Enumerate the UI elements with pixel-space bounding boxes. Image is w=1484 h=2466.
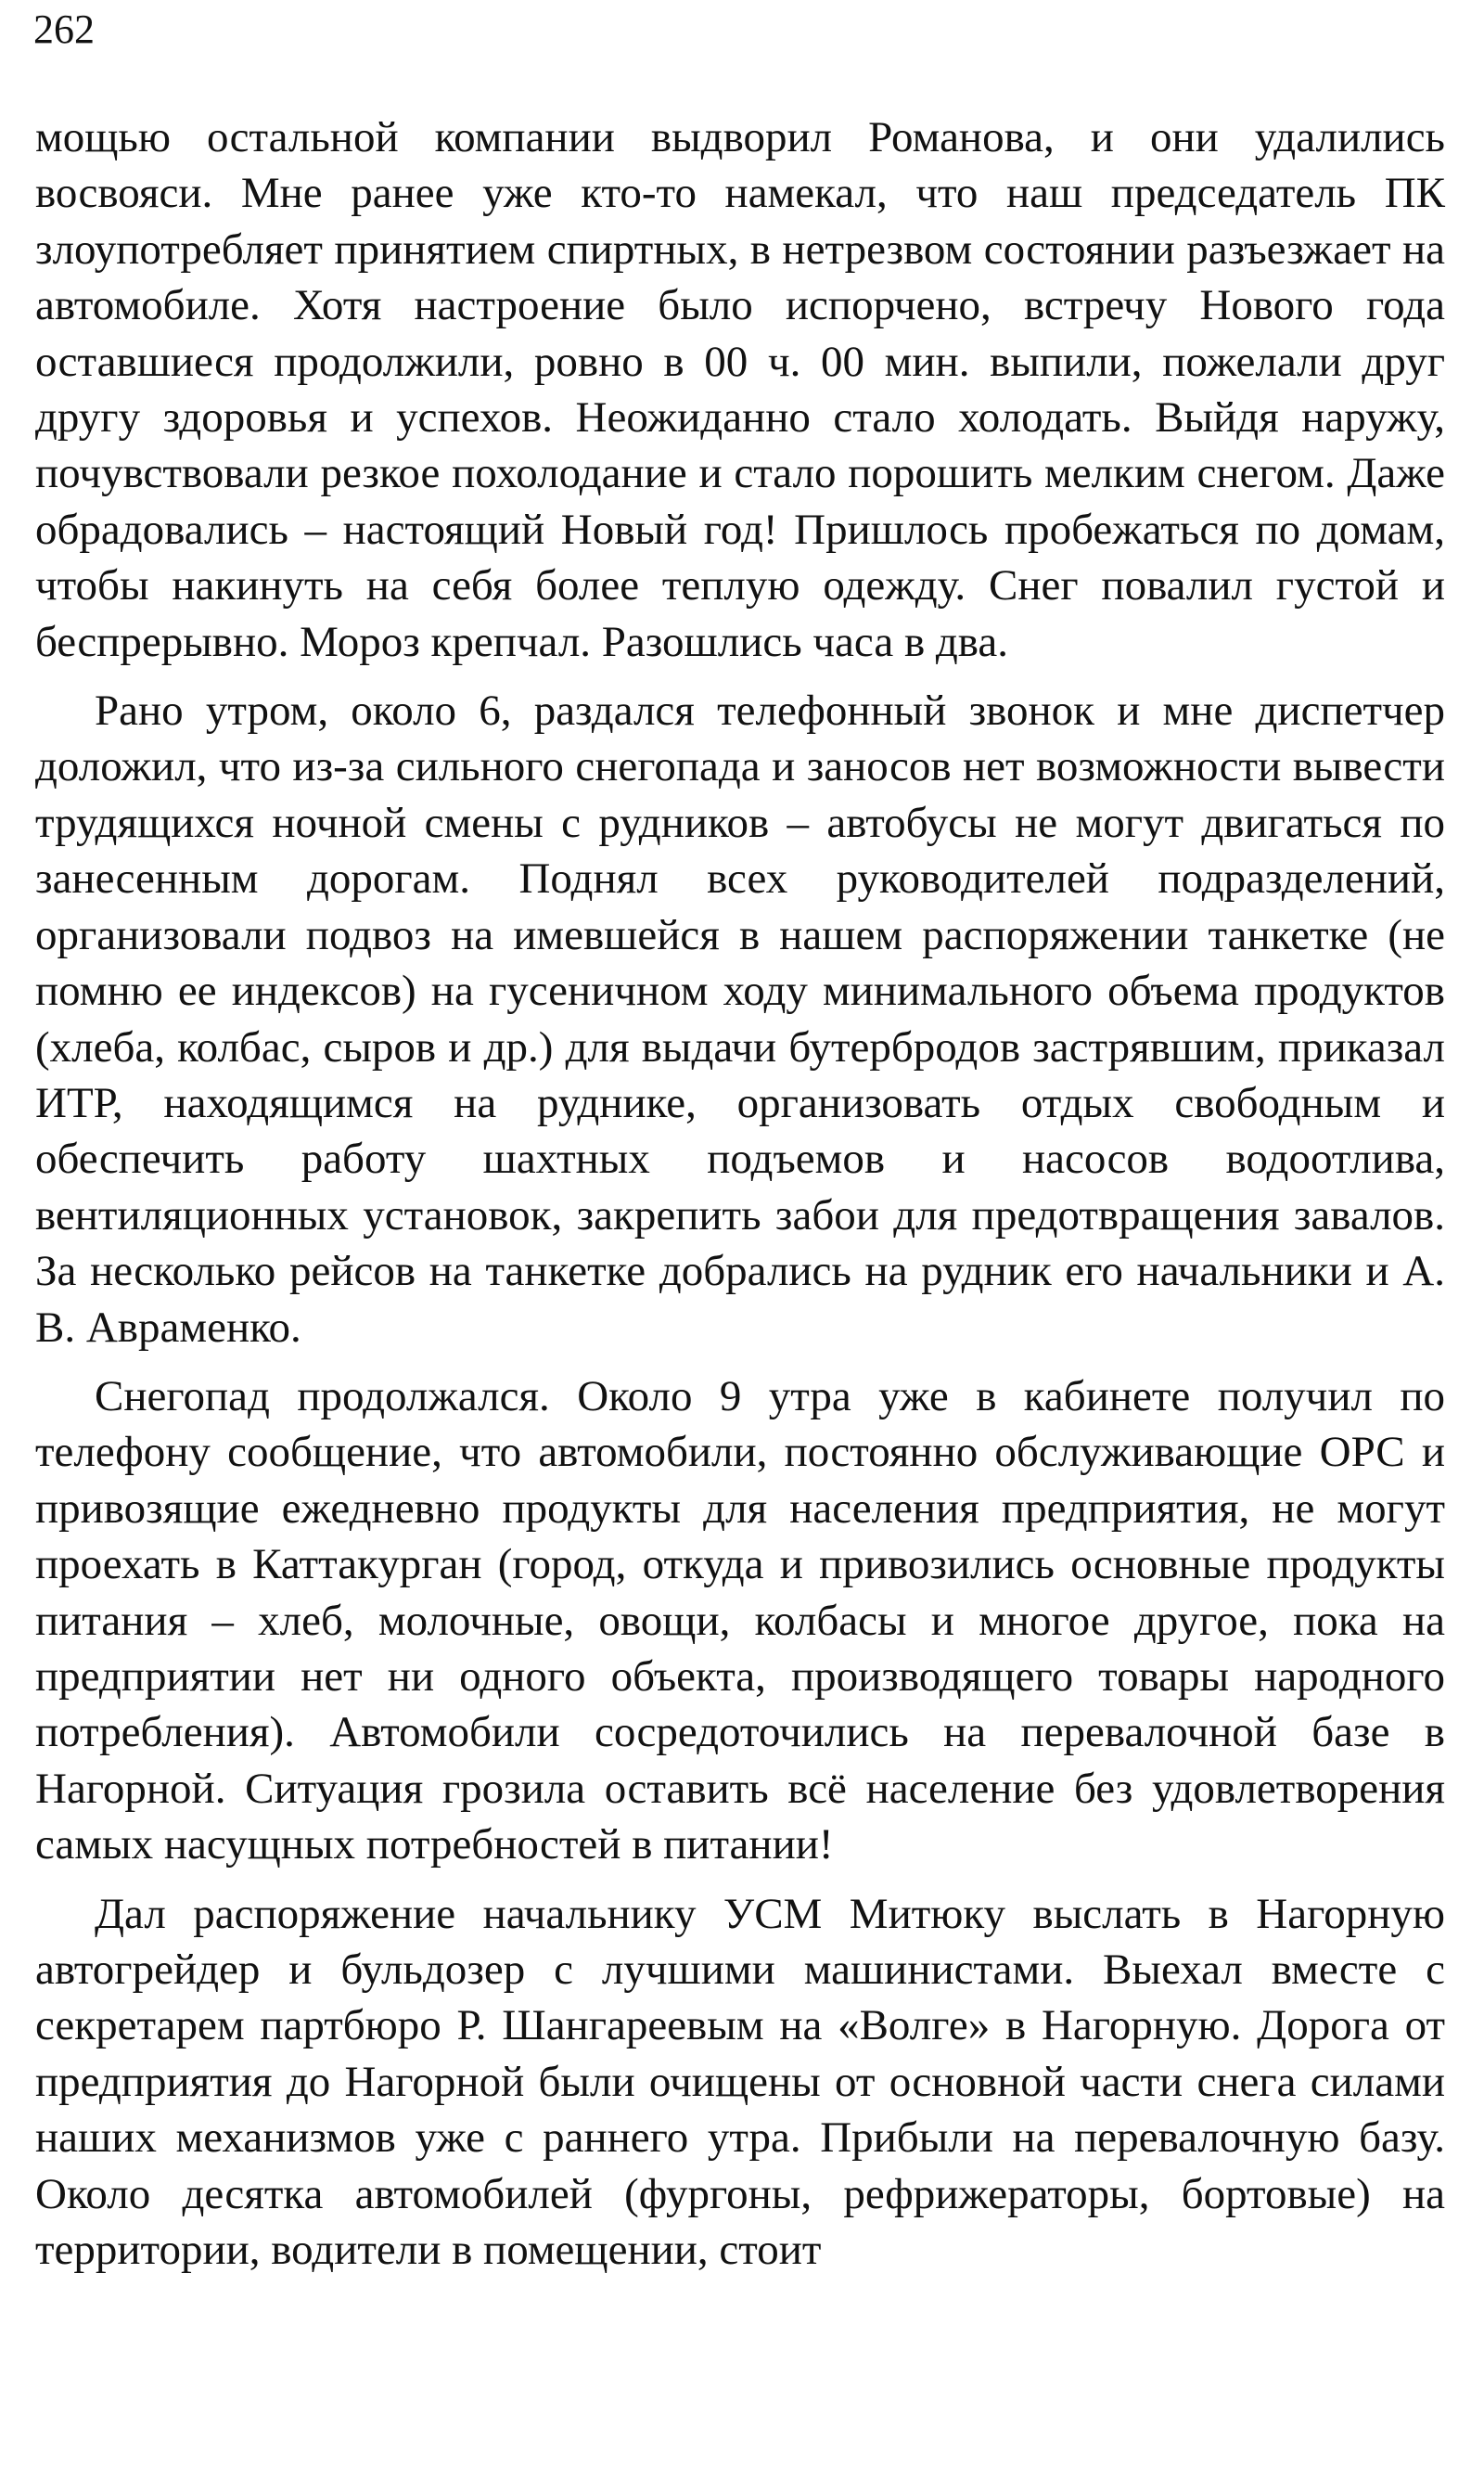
paragraph-2: Рано утром, около 6, раздался телефонный звонок и мне диспетчер доложил, что из-за сильного снегопада и заносов нет возможности вывести трудящихся ночной смены с рудников – автобусы не могут двигаться по занесенным дорогам. Поднял всех руководителей подразделений, организовали подвоз на имевшейся в нашем распоряжении танкетке (не помню ее индексов) на гусеничном ходу минимального объема продуктов (хлеба, колбас, сыров и др.) для выдачи бутербродов застрявшим, приказал ИТР, находящимся на руднике, организовать отдых свободным и обеспечить работу шахтных подъемов и насосов водоотлива, вентиляционных установок, закрепить забои для предотвращения завалов. За несколько рейсов на танкетке добрались на рудник его начальники и А. В. Авраменко. (35, 687, 1445, 1352)
paragraph-3: Снегопад продолжался. Около 9 утра уже в кабинете получил по телефону сообщение, что автомобили, постоянно обслуживающие ОРС и привозящие ежедневно продукты для населения предприятия, не могут проехать в Каттакурган (город, откуда и привозились основные продукты питания – хлеб, молочные, овощи, колбасы и многое другое, пока на предприятии нет ни одного объекта, производящего товары народного потребления). Автомобили сосредоточились на перевалочной базе в Нагорной. Ситуация грозила оставить всё население без удовлетворения самых насущных потребностей в питании! (35, 1371, 1445, 1869)
page-text (35, 109, 1445, 2291)
paragraph-4: Дал распоряжение начальнику УСМ Митюку выслать в Нагорную автогрейдер и бульдозер с лучшими машинистами. Выехал вместе с секретарем партбюро Р. Шангареевым на «Волге» в Нагорную. Дорога от предприятия до Нагорной были очищены от основной части снега силами наших механизмов уже с раннего утра. Прибыли на перевалочную базу. Около десятка автомобилей (фургоны, рефрижераторы, бортовые) на территории, водители в помещении, стоит (35, 1889, 1445, 2275)
page-number: 262 (33, 6, 95, 52)
paragraph-1: мощью остальной компании выдворил Романова, и они удалились восвояси. Мне ранее уже кто-то намекал, что наш председатель ПК злоупотребляет принятием спиртных, в нетрезвом состоянии разъезжает на автомобиле. Хотя настроение было испорчено, встречу Нового года оставшиеся продолжили, ровно в 00 ч. 00 мин. выпили, пожелали друг другу здоровья и успехов. Неожиданно стало холодать. Выйдя наружу, почувствовали резкое похолодание и стало порошить мелким снегом. Даже обрадовались – настоящий Новый год! Пришлось пробежаться по домам, чтобы накинуть на себя более теплую одежду. Снег повалил густой и беспрерывно. Мороз крепчал. Разошлись часа в два. (35, 113, 1445, 666)
